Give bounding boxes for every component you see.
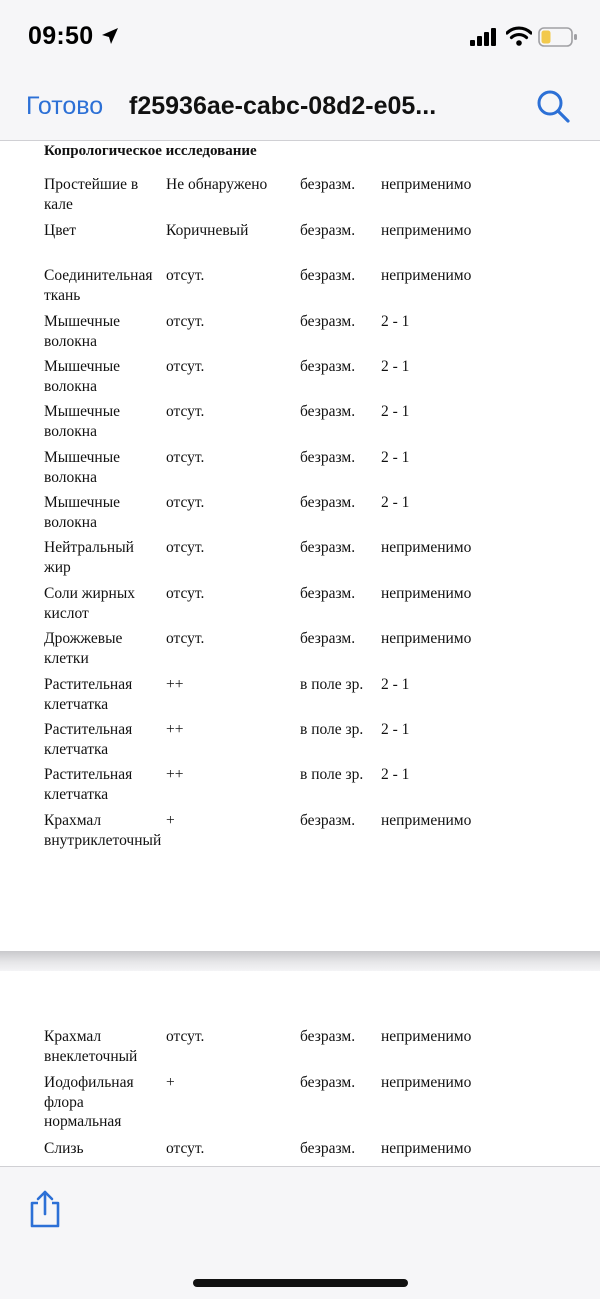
row-name: Мышечные волокна	[44, 358, 121, 395]
row-name: Иодофильная флора нормальная	[44, 1074, 134, 1130]
row-unit: безразм.	[300, 222, 356, 239]
row-reference: неприменимо	[381, 812, 472, 829]
row-reference: 2 - 1	[381, 313, 410, 330]
row-name: Мышечные волокна	[44, 313, 121, 350]
row-name: Растительная клетчатка	[44, 676, 133, 713]
section-title: Копрологическое исследование	[44, 143, 257, 159]
row-value: отсут.	[166, 358, 205, 375]
row-name: Простейшие в кале	[44, 176, 139, 213]
row-value: отсут.	[166, 585, 205, 602]
row-unit: безразм.	[300, 1074, 356, 1091]
row-unit: безразм.	[300, 267, 356, 284]
row-unit: безразм.	[300, 176, 356, 193]
search-icon[interactable]	[535, 88, 571, 129]
row-value: ++	[166, 721, 184, 738]
row-unit: безразм.	[300, 812, 356, 829]
row-unit: безразм.	[300, 1028, 356, 1045]
row-unit: безразм.	[300, 449, 356, 466]
row-name: Растительная клетчатка	[44, 766, 133, 803]
row-value: Коричневый	[166, 222, 249, 239]
row-reference: неприменимо	[381, 222, 472, 239]
row-reference: неприменимо	[381, 267, 472, 284]
row-value: отсут.	[166, 630, 205, 647]
row-name: Крахмал внутриклеточный	[44, 812, 162, 849]
cellular-signal-icon	[470, 28, 498, 51]
row-name: Соединительная ткань	[44, 267, 153, 304]
row-value: отсут.	[166, 1140, 205, 1157]
row-unit: в поле зр.	[300, 766, 364, 783]
row-value: отсут.	[166, 539, 205, 556]
row-value: отсут.	[166, 267, 205, 284]
row-name: Мышечные волокна	[44, 449, 121, 486]
row-unit: безразм.	[300, 1140, 356, 1157]
row-name: Крахмал внеклеточный	[44, 1028, 138, 1065]
document-page	[0, 141, 600, 951]
done-button[interactable]: Готово	[26, 92, 104, 120]
wifi-icon	[506, 26, 532, 51]
row-unit: в поле зр.	[300, 721, 364, 738]
document-title: f25936ae-cabc-08d2-e05...	[129, 92, 437, 120]
row-name: Мышечные волокна	[44, 494, 121, 531]
share-icon[interactable]	[28, 1189, 62, 1234]
row-reference: 2 - 1	[381, 449, 410, 466]
row-reference: 2 - 1	[381, 721, 410, 738]
row-value: отсут.	[166, 403, 205, 420]
row-value: отсут.	[166, 494, 205, 511]
row-reference: неприменимо	[381, 585, 472, 602]
row-value: ++	[166, 676, 184, 693]
row-reference: 2 - 1	[381, 494, 410, 511]
battery-icon	[538, 26, 578, 53]
row-name: Соли жирных кислот	[44, 585, 136, 622]
row-unit: безразм.	[300, 630, 356, 647]
row-value: +	[166, 812, 175, 829]
row-reference: 2 - 1	[381, 403, 410, 420]
row-reference: 2 - 1	[381, 676, 410, 693]
row-value: отсут.	[166, 449, 205, 466]
row-unit: безразм.	[300, 539, 356, 556]
row-reference: неприменимо	[381, 1074, 472, 1091]
document-page	[0, 971, 600, 1166]
row-reference: 2 - 1	[381, 766, 410, 783]
row-name: Цвет	[44, 222, 77, 239]
row-reference: неприменимо	[381, 176, 472, 193]
row-unit: безразм.	[300, 358, 356, 375]
row-value: +	[166, 1074, 175, 1091]
row-name: Слизь	[44, 1140, 84, 1157]
row-value: отсут.	[166, 1028, 205, 1045]
bottom-toolbar	[0, 1166, 600, 1299]
row-unit: безразм.	[300, 403, 356, 420]
row-reference: неприменимо	[381, 1028, 472, 1045]
row-unit: безразм.	[300, 313, 356, 330]
row-value: ++	[166, 766, 184, 783]
row-value: отсут.	[166, 313, 205, 330]
row-name: Дрожжевые клетки	[44, 630, 123, 667]
status-time: 09:50	[28, 22, 94, 50]
row-reference: 2 - 1	[381, 358, 410, 375]
row-value: Не обнаружено	[166, 176, 268, 193]
row-unit: безразм.	[300, 494, 356, 511]
row-name: Мышечные волокна	[44, 403, 121, 440]
page-separator	[0, 951, 600, 971]
row-unit: в поле зр.	[300, 676, 364, 693]
row-reference: неприменимо	[381, 1140, 472, 1157]
location-arrow-icon	[100, 26, 120, 51]
row-reference: неприменимо	[381, 539, 472, 556]
navigation-bar	[0, 72, 600, 141]
row-reference: неприменимо	[381, 630, 472, 647]
row-unit: безразм.	[300, 585, 356, 602]
row-name: Нейтральный жир	[44, 539, 134, 576]
home-indicator[interactable]	[193, 1279, 408, 1287]
status-bar	[0, 0, 600, 72]
row-name: Растительная клетчатка	[44, 721, 133, 758]
